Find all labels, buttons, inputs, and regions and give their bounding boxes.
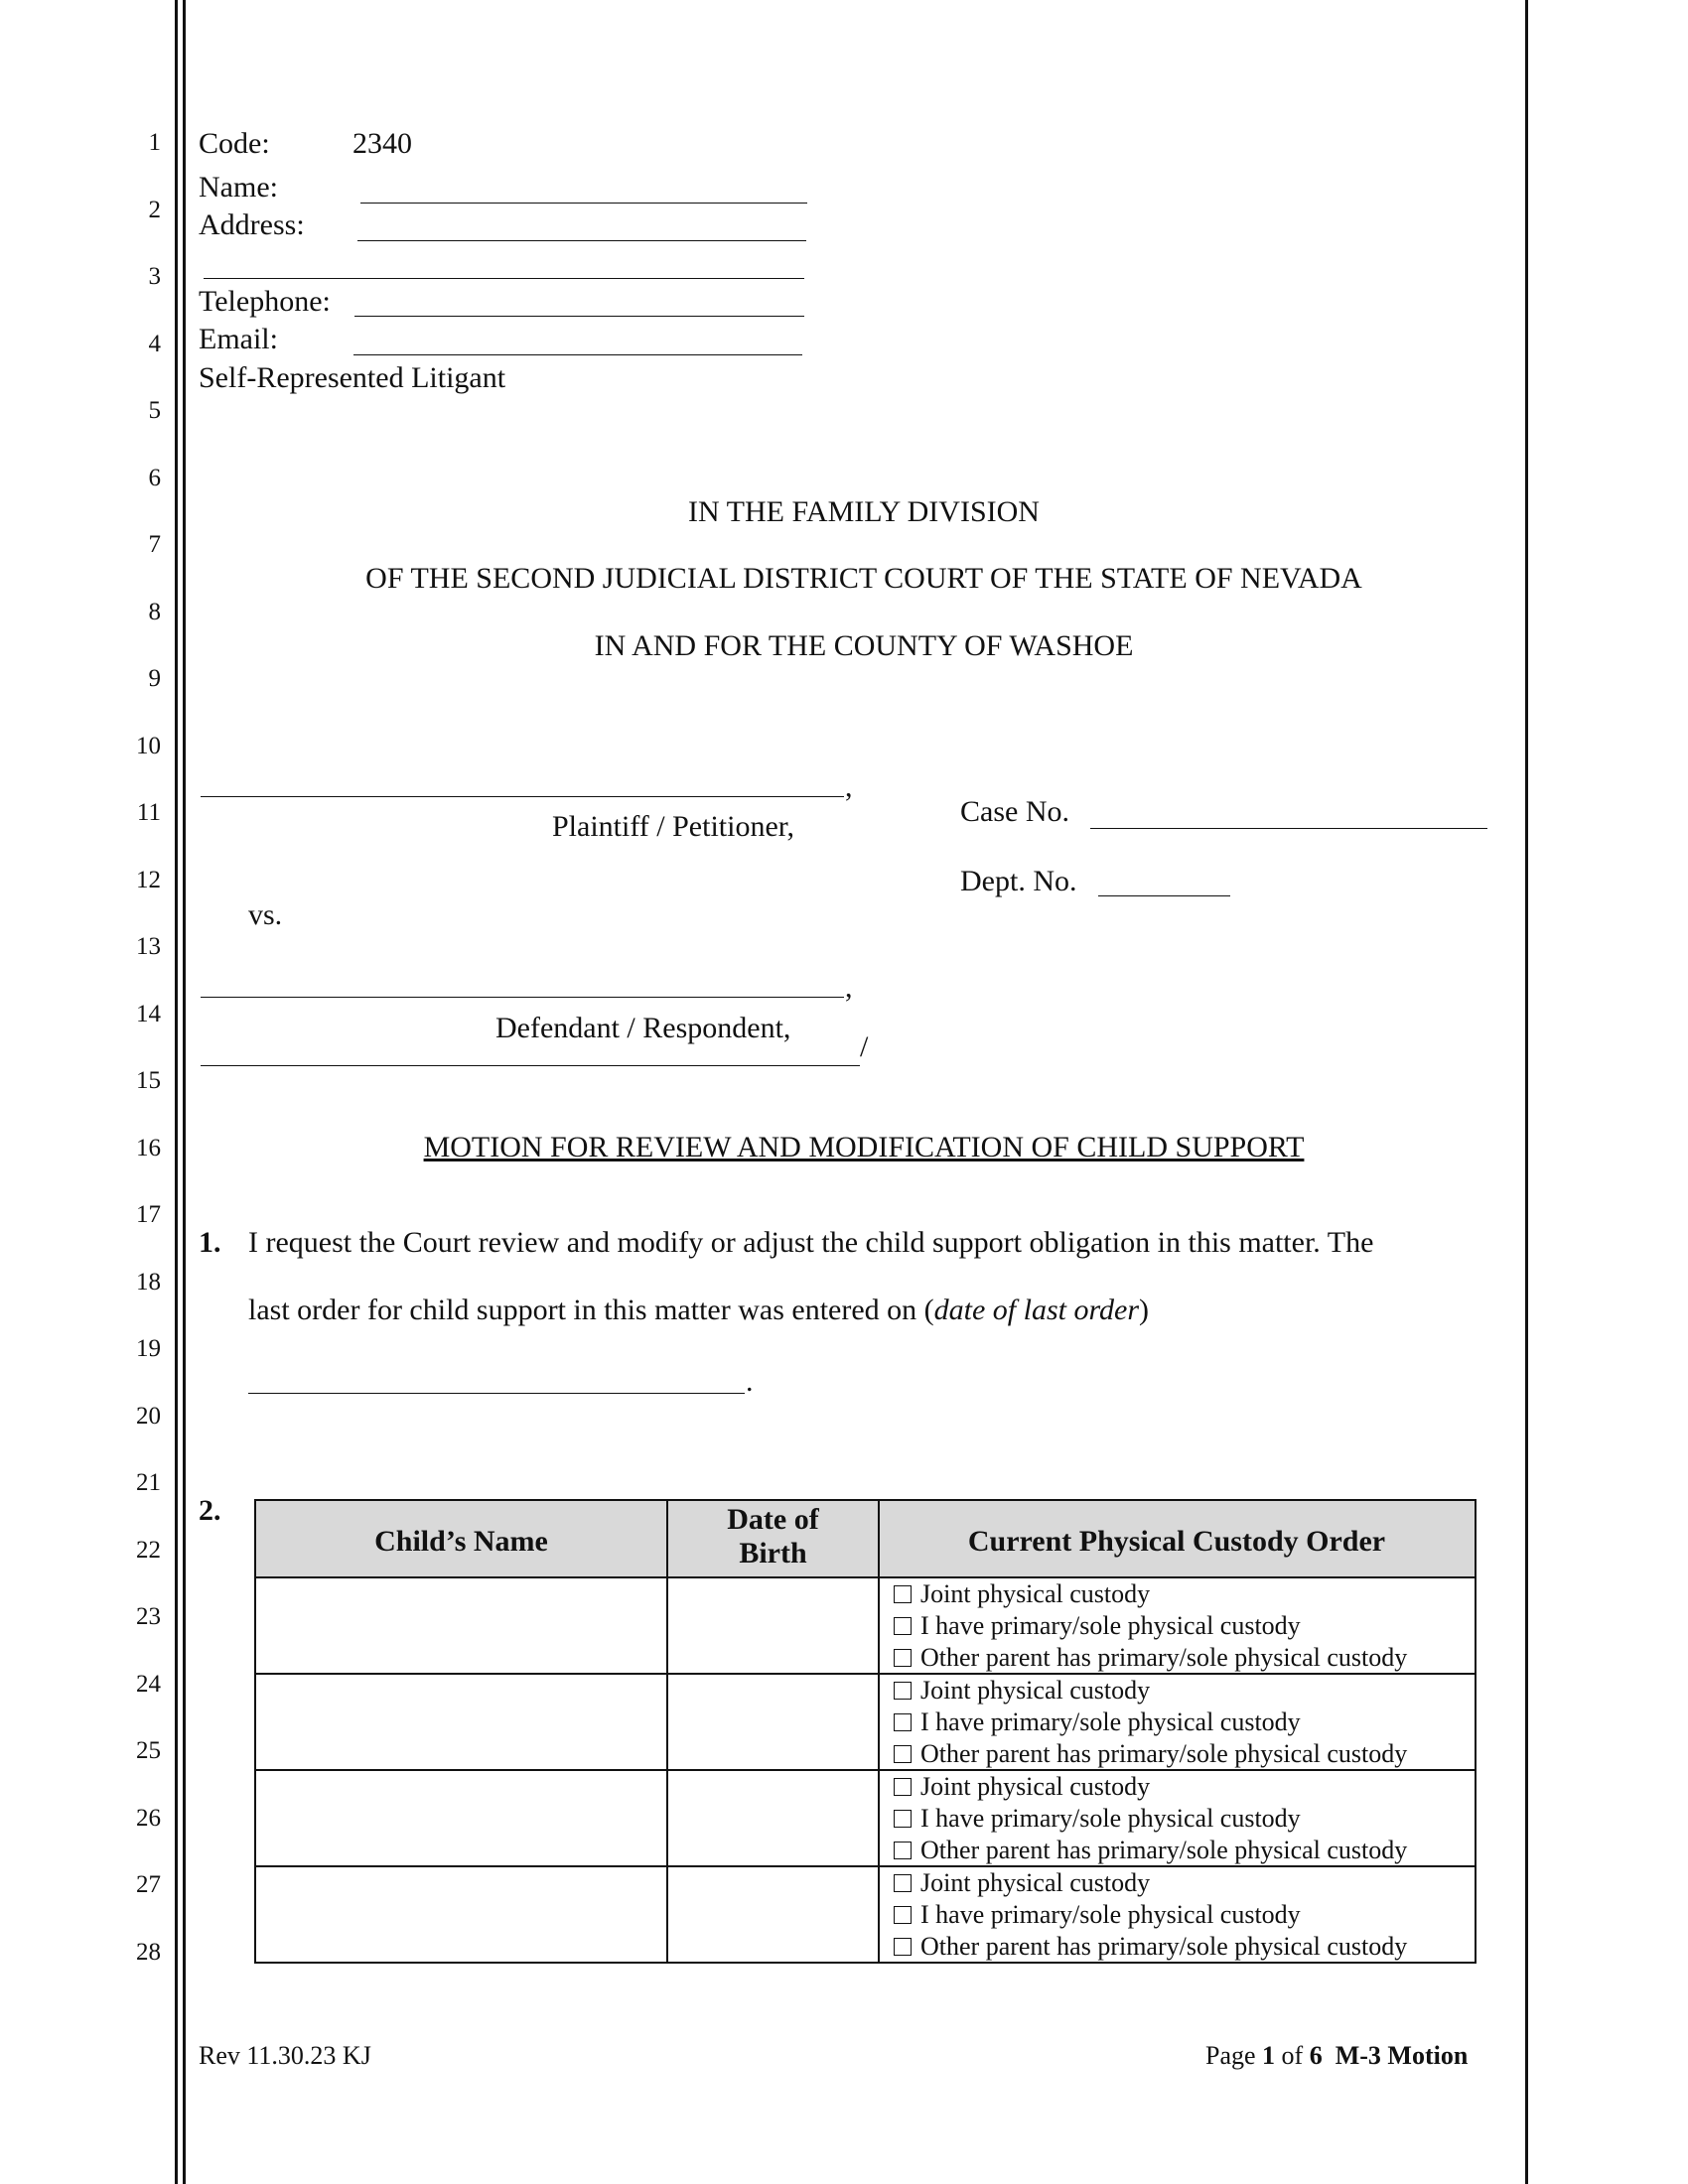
line-number: 6: [148, 465, 161, 491]
line-number: 2: [148, 197, 161, 223]
defendant-name-field[interactable]: [201, 997, 844, 998]
margin-rule-right: [1525, 0, 1528, 2184]
line-number: 14: [136, 1001, 161, 1027]
caption-closing-line: [201, 1065, 860, 1066]
child-name-cell[interactable]: [257, 1579, 665, 1672]
line-number: 12: [136, 867, 161, 893]
case-no-label: Case No.: [960, 795, 1069, 828]
name-field[interactable]: [360, 203, 807, 204]
line-number: 7: [148, 531, 161, 558]
line-number: 27: [136, 1871, 161, 1898]
line-number: 16: [136, 1135, 161, 1161]
line-number: 5: [148, 397, 161, 424]
address-field-1[interactable]: [357, 240, 806, 241]
option-label: Joint physical custody: [920, 1772, 1151, 1801]
plaintiff-comma: ,: [845, 770, 853, 803]
checkbox[interactable]: [894, 1649, 912, 1667]
header-custody-order: Current Physical Custody Order: [967, 1525, 1386, 1558]
dept-no-label: Dept. No.: [960, 865, 1077, 897]
checkbox[interactable]: [894, 1745, 912, 1763]
option-label: I have primary/sole physical custody: [920, 1707, 1301, 1736]
checkbox[interactable]: [894, 1938, 912, 1956]
email-label: Email:: [199, 323, 278, 355]
header-date-of: Date of: [727, 1503, 819, 1536]
table-row-divider: [254, 1673, 1477, 1675]
item-1-number: 1.: [199, 1226, 221, 1259]
option-label: I have primary/sole physical custody: [920, 1611, 1301, 1640]
dept-no-field[interactable]: [1098, 895, 1230, 896]
page-number: 1: [1262, 2041, 1276, 2070]
margin-rule-inner: [183, 0, 186, 2184]
option-i-have-primary[interactable]: [894, 1709, 1301, 1735]
child-name-cell[interactable]: [257, 1772, 665, 1864]
option-joint-custody[interactable]: [894, 1581, 1150, 1607]
line-number: 20: [136, 1403, 161, 1430]
table-col-divider: [666, 1499, 668, 1964]
line-number: 1: [148, 129, 161, 156]
defendant-comma: ,: [845, 971, 853, 1004]
plaintiff-name-field[interactable]: [201, 796, 844, 797]
code-label: Code:: [199, 127, 270, 160]
telephone-field[interactable]: [354, 316, 804, 317]
option-label: Other parent has primary/sole physical custody: [920, 1932, 1408, 1961]
option-i-have-primary[interactable]: [894, 1902, 1301, 1928]
table-row-divider: [254, 1865, 1477, 1867]
name-label: Name:: [199, 171, 278, 204]
option-label: Joint physical custody: [920, 1676, 1151, 1705]
checkbox[interactable]: [894, 1906, 912, 1924]
line-number: 15: [136, 1067, 161, 1094]
option-label: I have primary/sole physical custody: [920, 1804, 1301, 1833]
court-line-1: IN THE FAMILY DIVISION: [688, 495, 1040, 528]
revision-label: Rev 11.30.23 KJ: [199, 2041, 371, 2070]
checkbox[interactable]: [894, 1585, 912, 1603]
item-1-line-2-prefix: last order for child support in this matter was entered on (: [248, 1294, 934, 1326]
form-name: M-3 Motion: [1335, 2041, 1469, 2070]
of-word: of: [1281, 2041, 1304, 2070]
checkbox[interactable]: [894, 1778, 912, 1796]
line-number: 10: [136, 733, 161, 759]
child-name-cell[interactable]: [257, 1868, 665, 1961]
option-joint-custody[interactable]: [894, 1678, 1150, 1704]
child-dob-cell[interactable]: [669, 1868, 877, 1961]
option-i-have-primary[interactable]: [894, 1613, 1301, 1639]
table-col-divider: [878, 1499, 880, 1964]
item-2-number: 2.: [199, 1494, 221, 1527]
defendant-label: Defendant / Respondent,: [495, 1012, 791, 1044]
header-childs-name: Child’s Name: [374, 1525, 548, 1558]
court-line-2: OF THE SECOND JUDICIAL DISTRICT COURT OF THE STATE OF NEVADA: [365, 562, 1362, 595]
item-1-line-2: [248, 1296, 1149, 1325]
option-i-have-primary[interactable]: [894, 1806, 1301, 1832]
checkbox[interactable]: [894, 1617, 912, 1635]
checkbox[interactable]: [894, 1682, 912, 1700]
checkbox[interactable]: [894, 1842, 912, 1859]
telephone-label: Telephone:: [199, 285, 331, 318]
code-value: 2340: [352, 127, 412, 160]
child-dob-cell[interactable]: [669, 1676, 877, 1768]
item-1-period: .: [746, 1365, 754, 1398]
address-label: Address:: [199, 208, 305, 241]
line-number: 28: [136, 1939, 161, 1966]
option-other-parent-primary[interactable]: [894, 1934, 1407, 1960]
caption-slash: /: [860, 1030, 869, 1063]
line-number: 19: [136, 1335, 161, 1362]
checkbox[interactable]: [894, 1713, 912, 1731]
option-joint-custody[interactable]: [894, 1870, 1150, 1896]
option-label: Joint physical custody: [920, 1579, 1151, 1608]
vs-label: vs.: [248, 898, 283, 931]
plaintiff-label: Plaintiff / Petitioner,: [552, 810, 795, 843]
table-border-top: [254, 1499, 1477, 1501]
line-number: 23: [136, 1603, 161, 1630]
line-number: 17: [136, 1201, 161, 1228]
line-number: 9: [148, 665, 161, 692]
line-number: 3: [148, 263, 161, 290]
header-birth: Birth: [739, 1537, 807, 1570]
address-field-2[interactable]: [204, 278, 804, 279]
line-number: 22: [136, 1537, 161, 1564]
child-dob-cell[interactable]: [669, 1772, 877, 1864]
email-field[interactable]: [353, 354, 802, 355]
case-no-field[interactable]: [1090, 828, 1487, 829]
item-1-line-2-italic: date of last order: [933, 1294, 1140, 1326]
line-number: 25: [136, 1737, 161, 1764]
table-border-right: [1475, 1499, 1477, 1964]
line-number: 18: [136, 1269, 161, 1296]
litigant-label: Self-Represented Litigant: [199, 361, 506, 394]
option-label: Other parent has primary/sole physical custody: [920, 1739, 1408, 1768]
line-number: 24: [136, 1671, 161, 1698]
option-label: I have primary/sole physical custody: [920, 1900, 1301, 1929]
page-total: 6: [1309, 2041, 1323, 2070]
item-1-line-1: I request the Court review and modify or adjust the child support obligation in this matter. The: [248, 1226, 1374, 1259]
child-dob-cell[interactable]: [669, 1579, 877, 1672]
line-number: 8: [148, 599, 161, 625]
court-line-3: IN AND FOR THE COUNTY OF WASHOE: [594, 629, 1134, 662]
item-1-line-2-suffix: ): [1139, 1294, 1150, 1326]
page-word: Page: [1205, 2041, 1256, 2070]
option-other-parent-primary[interactable]: [894, 1645, 1407, 1671]
option-label: Other parent has primary/sole physical custody: [920, 1643, 1408, 1672]
motion-title: MOTION FOR REVIEW AND MODIFICATION OF CHILD SUPPORT: [423, 1131, 1305, 1163]
line-number: 26: [136, 1805, 161, 1832]
table-row-divider: [254, 1576, 1477, 1578]
option-other-parent-primary[interactable]: [894, 1838, 1407, 1863]
page-indicator: [1205, 2043, 1468, 2069]
date-of-last-order-field[interactable]: [248, 1393, 745, 1394]
option-label: Other parent has primary/sole physical custody: [920, 1836, 1408, 1864]
line-number: 21: [136, 1469, 161, 1496]
line-number: 11: [136, 799, 161, 826]
table-row-divider: [254, 1769, 1477, 1771]
option-other-parent-primary[interactable]: [894, 1741, 1407, 1767]
line-number: 13: [136, 933, 161, 960]
option-joint-custody[interactable]: [894, 1774, 1150, 1800]
child-name-cell[interactable]: [257, 1676, 665, 1768]
checkbox[interactable]: [894, 1810, 912, 1828]
table-border-left: [254, 1499, 256, 1964]
checkbox[interactable]: [894, 1874, 912, 1892]
option-label: Joint physical custody: [920, 1868, 1151, 1897]
table-border-bottom: [254, 1962, 1477, 1964]
margin-rule-outer: [175, 0, 178, 2184]
header-date-of-birth: [667, 1503, 879, 1570]
line-number: 4: [148, 331, 161, 357]
